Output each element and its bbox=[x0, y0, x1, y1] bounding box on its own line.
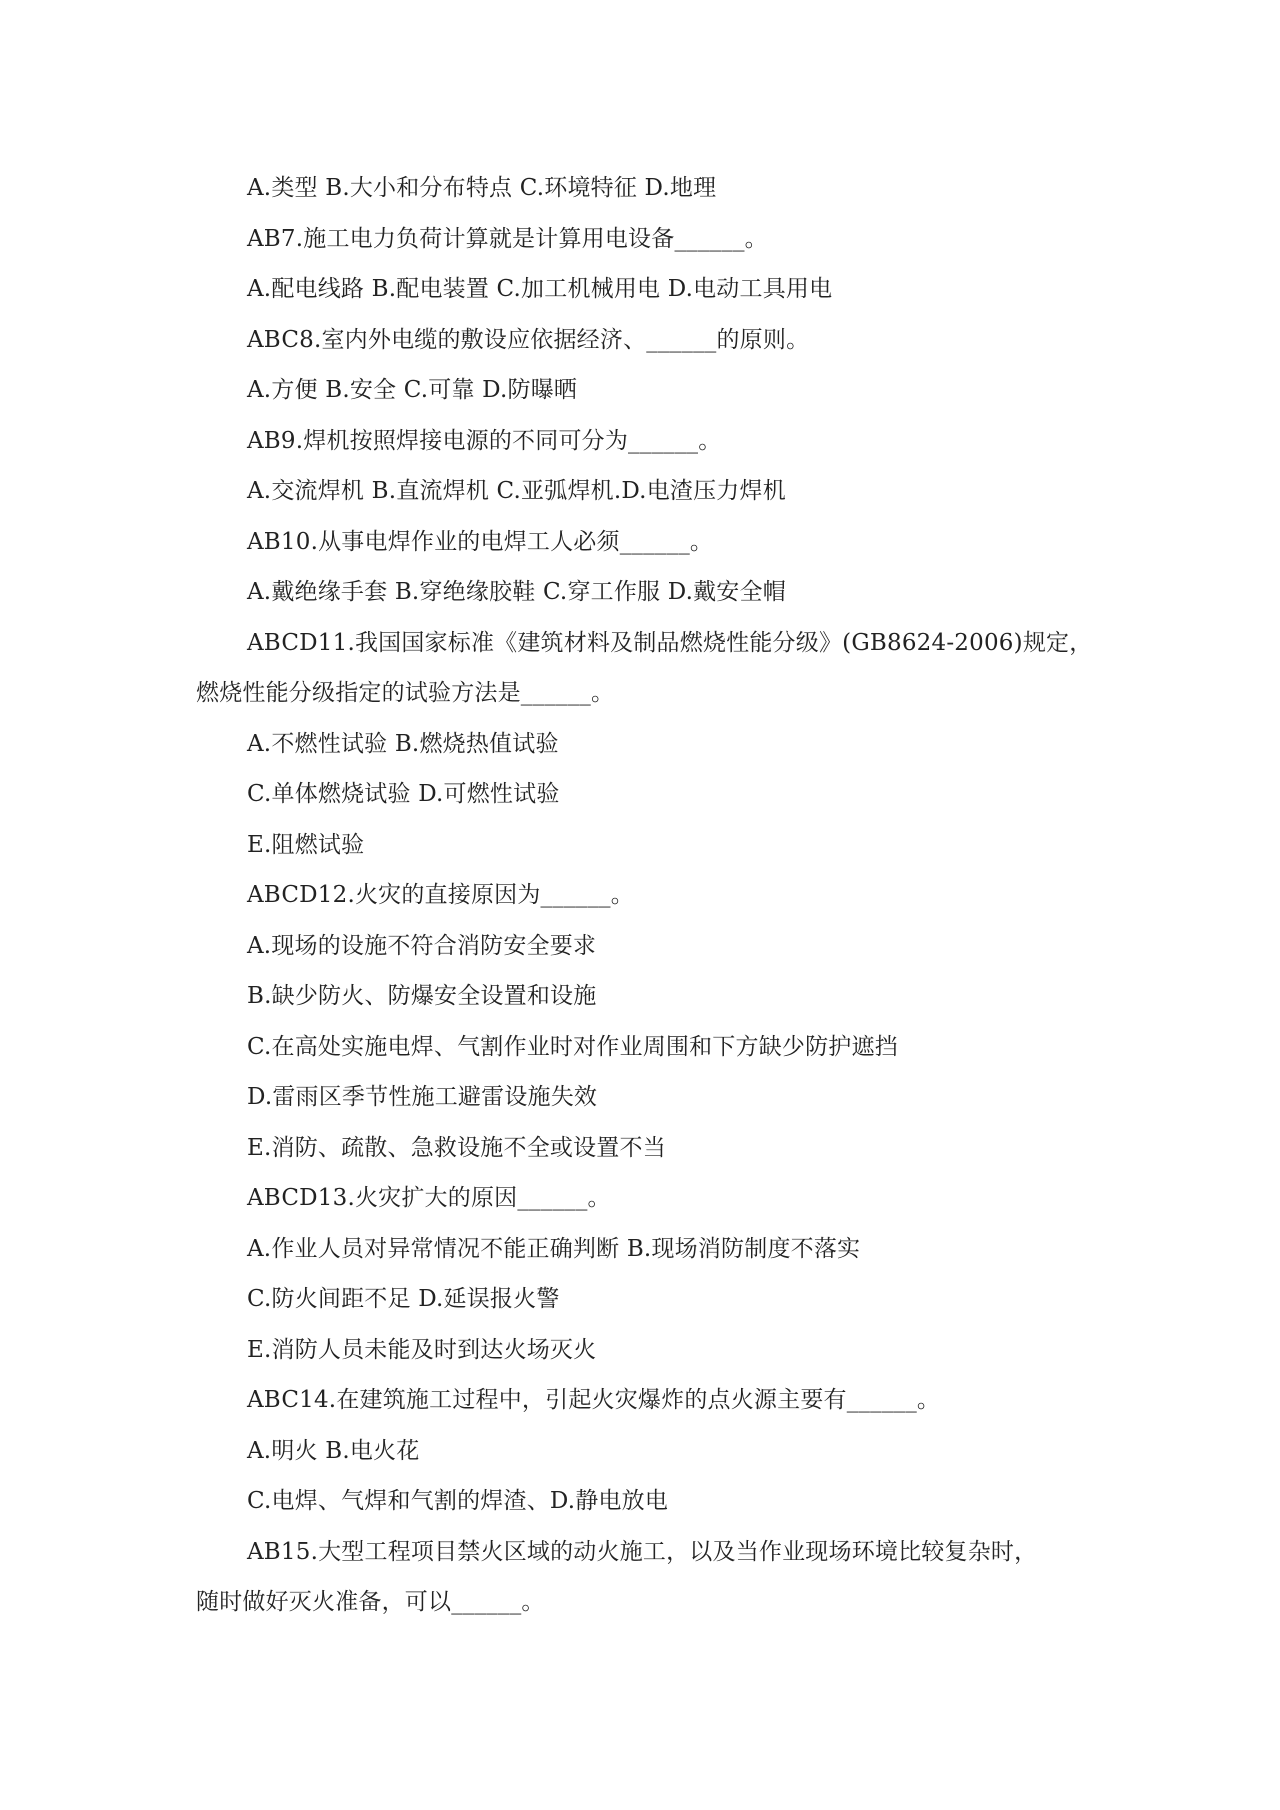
options-line: A.不燃性试验 B.燃烧热值试验 bbox=[247, 730, 559, 757]
options-line: A.作业人员对异常情况不能正确判断 B.现场消防制度不落实 bbox=[247, 1235, 861, 1262]
options-line: A.戴绝缘手套 B.穿绝缘胶鞋 C.穿工作服 D.戴安全帽 bbox=[247, 579, 786, 605]
options-line: A.方便 B.安全 C.可靠 D.防曝晒 bbox=[247, 377, 578, 403]
question-line: AB9.焊机按照焊接电源的不同可分为______。 bbox=[247, 427, 722, 454]
question-line: AB15.大型工程项目禁火区域的动火施工，以及当作业现场环境比较复杂时， bbox=[247, 1538, 1038, 1565]
options-line: A.现场的设施不符合消防安全要求 bbox=[247, 932, 597, 959]
question-line: ABCD12.火灾的直接原因为______。 bbox=[247, 882, 634, 908]
question-line: ABC14.在建筑施工过程中，引起火灾爆炸的点火源主要有______。 bbox=[247, 1387, 941, 1413]
options-line: A.明火 B.电火花 bbox=[247, 1437, 420, 1464]
options-line: C.单体燃烧试验 D.可燃性试验 bbox=[247, 781, 560, 807]
options-line: A.配电线路 B.配电装置 C.加工机械用电 D.电动工具用电 bbox=[247, 276, 833, 302]
options-line: C.电焊、气焊和气割的焊渣、D.静电放电 bbox=[247, 1488, 669, 1514]
question-line-continued: 燃烧性能分级指定的试验方法是______。 bbox=[196, 680, 615, 706]
options-line: E.阻燃试验 bbox=[247, 831, 365, 858]
options-line: C.在高处实施电焊、气割作业时对作业周围和下方缺少防护遮挡 bbox=[247, 1033, 898, 1060]
options-line: B.缺少防火、防爆安全设置和设施 bbox=[247, 983, 597, 1009]
text-line: A.类型 B.大小和分布特点 C.环境特征 D.地理 bbox=[247, 175, 717, 201]
question-line: ABCD13.火灾扩大的原因______。 bbox=[247, 1185, 611, 1211]
question-line: AB7.施工电力负荷计算就是计算用电设备______。 bbox=[247, 225, 768, 252]
options-line: A.交流焊机 B.直流焊机 C.亚弧焊机.D.电渣压力焊机 bbox=[247, 478, 786, 504]
question-line: ABC8.室内外电缆的敷设应依据经济、______的原则。 bbox=[247, 326, 810, 353]
document-body bbox=[196, 163, 1101, 1628]
options-line: E.消防、疏散、急救设施不全或设置不当 bbox=[247, 1134, 666, 1161]
question-line: ABCD11.我国国家标准《建筑材料及制品燃烧性能分级》(GB8624-2006)规定， bbox=[247, 629, 1093, 656]
question-line: AB10.从事电焊作业的电焊工人必须______。 bbox=[247, 528, 714, 555]
options-line: C.防火间距不足 D.延误报火警 bbox=[247, 1286, 560, 1312]
options-line: E.消防人员未能及时到达火场灭火 bbox=[247, 1336, 597, 1363]
options-line: D.雷雨区季节性施工避雷设施失效 bbox=[247, 1084, 598, 1110]
question-line-continued: 随时做好灭火准备，可以______。 bbox=[196, 1589, 545, 1615]
